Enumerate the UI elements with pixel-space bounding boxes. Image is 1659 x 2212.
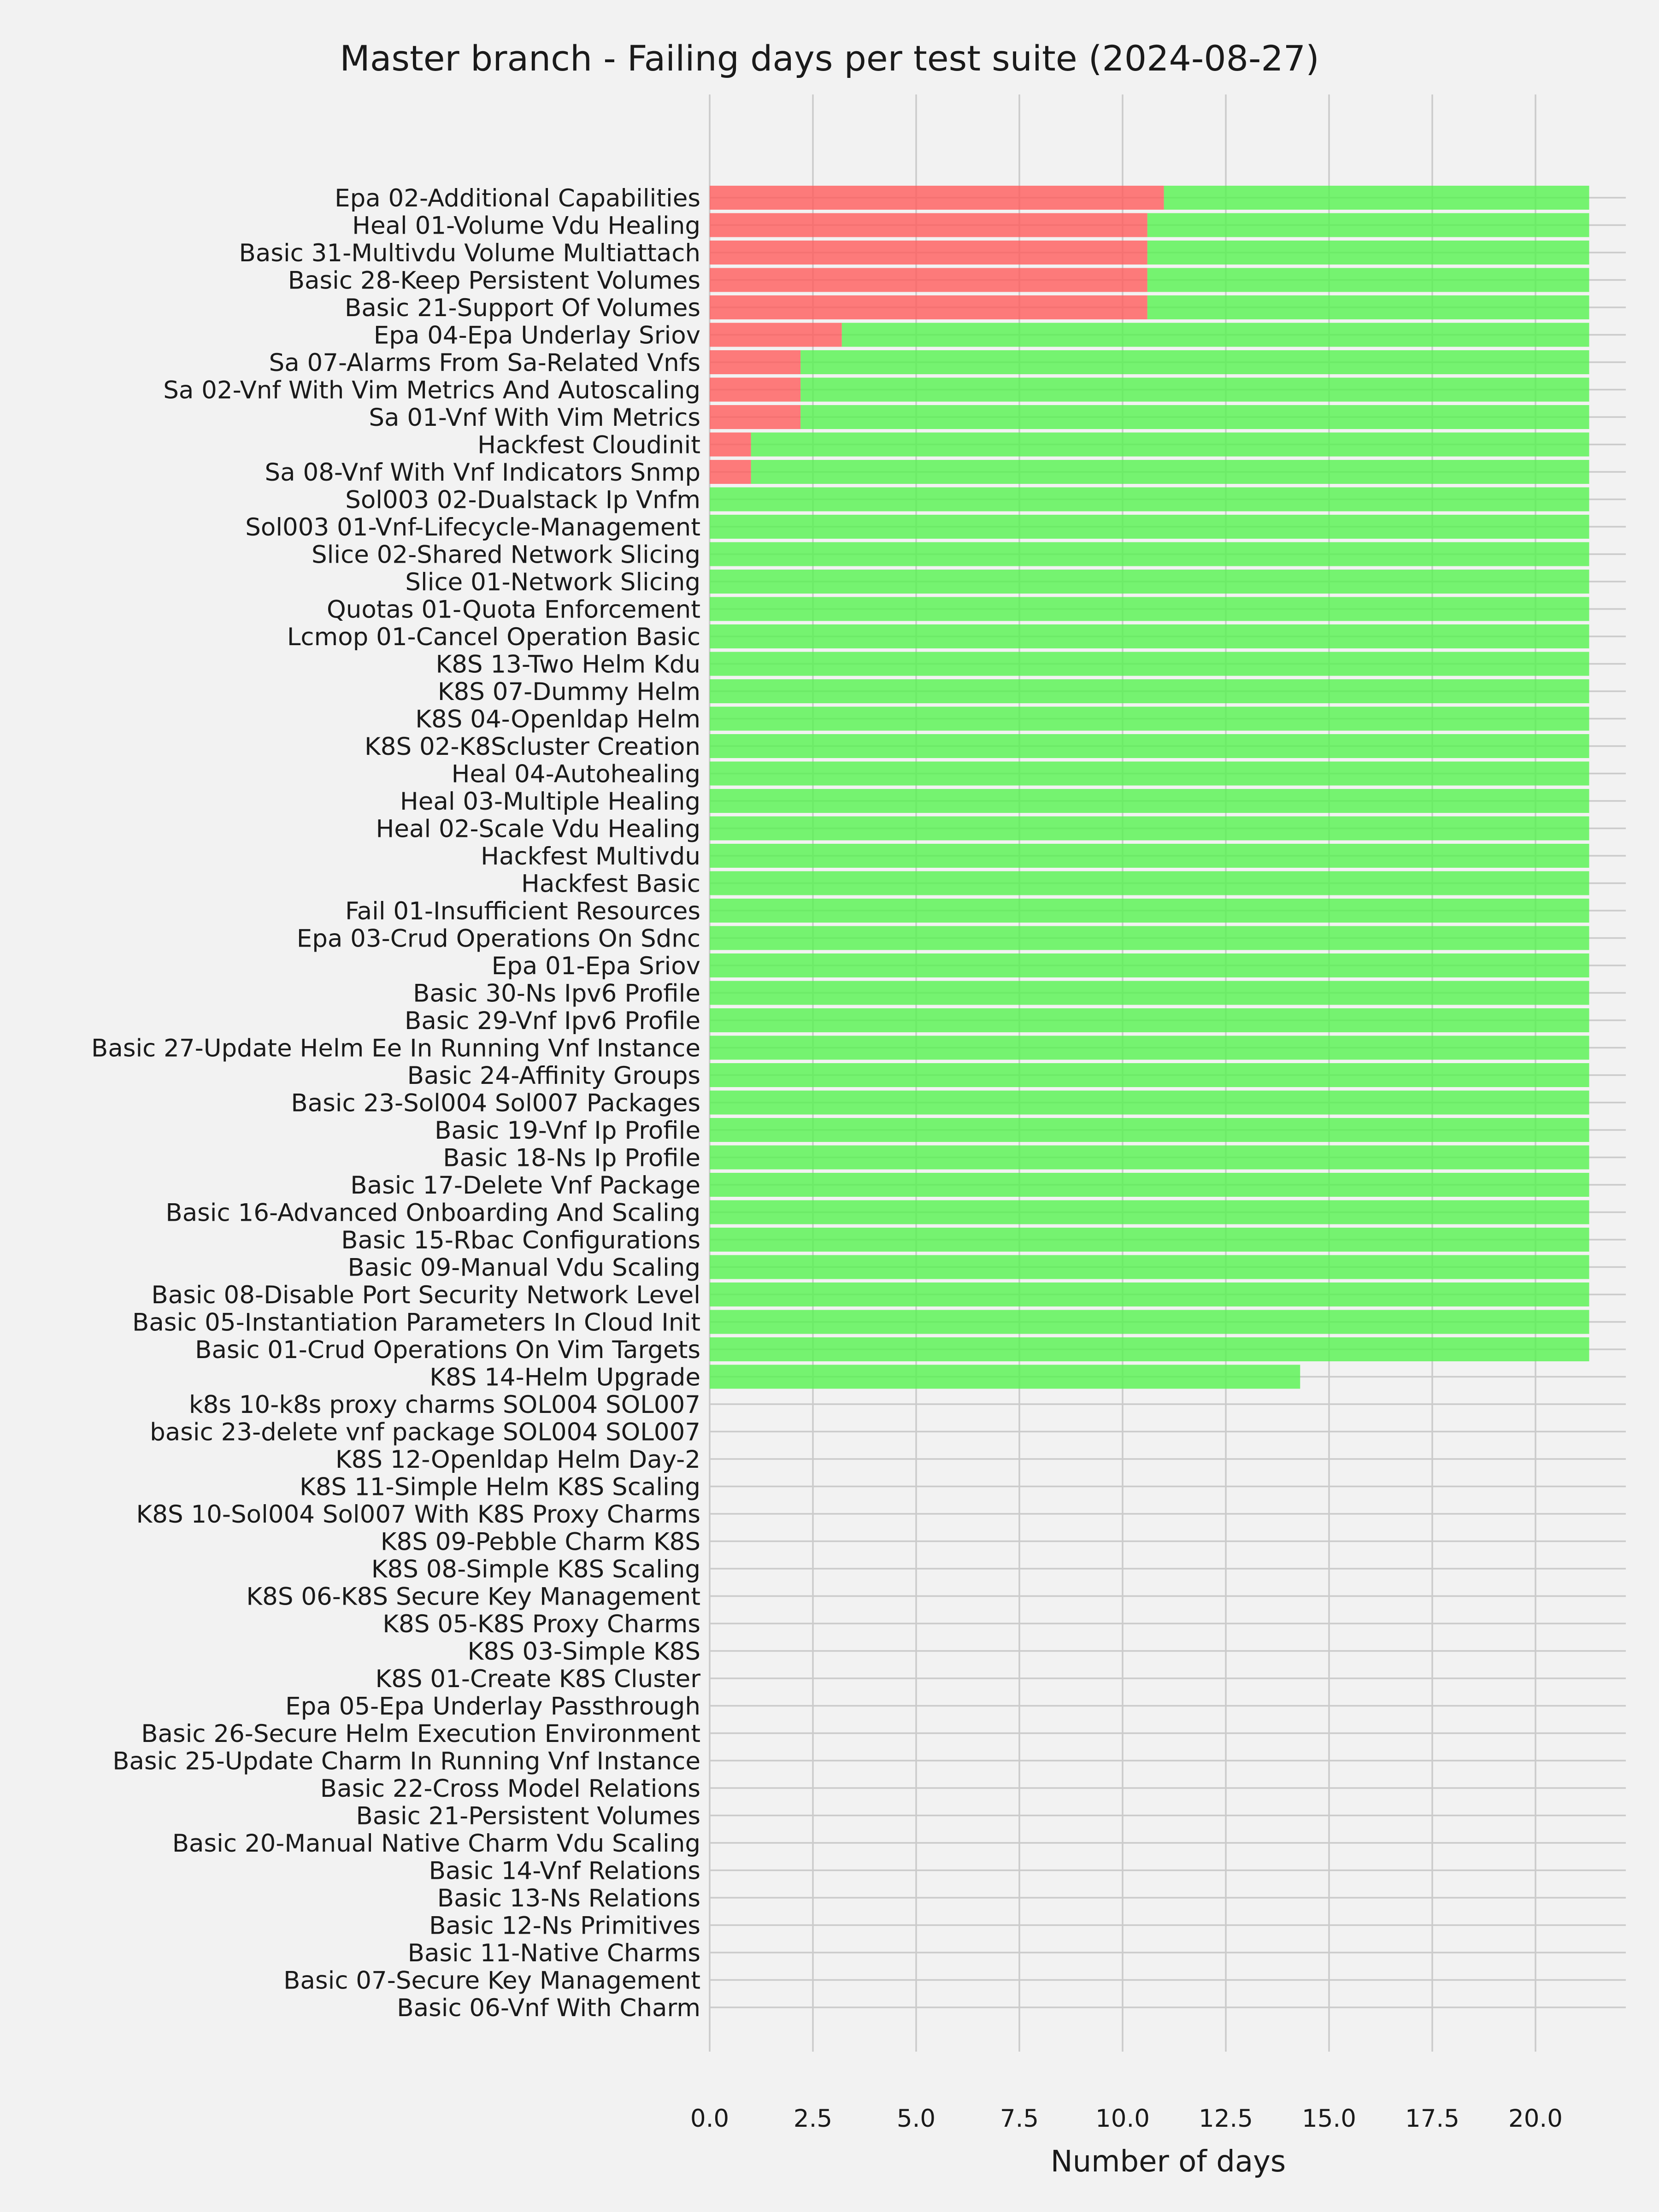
y-category-label: K8S 11-Simple Helm K8S Scaling <box>300 1473 700 1501</box>
x-tick-label: 17.5 <box>1405 2105 1460 2133</box>
bar-failing-days <box>710 213 1147 237</box>
bar-passing-days <box>710 1008 1589 1032</box>
bar-passing-days <box>710 1173 1589 1197</box>
y-category-label: k8s 10-k8s proxy charms SOL004 SOL007 <box>188 1391 700 1419</box>
bar-passing-days <box>1164 186 1589 210</box>
y-category-label: Basic 21-Persistent Volumes <box>356 1802 700 1830</box>
y-category-label: Basic 06-Vnf With Charm <box>397 1994 700 2022</box>
bar-passing-days <box>710 871 1589 895</box>
bar-failing-days <box>710 323 842 347</box>
y-category-label: Basic 24-Affinity Groups <box>407 1062 700 1090</box>
y-category-label: K8S 13-Two Helm Kdu <box>435 650 700 679</box>
y-category-label: Heal 04-Autohealing <box>451 760 700 788</box>
x-tick-label: 2.5 <box>793 2105 833 2133</box>
y-category-label: Basic 16-Advanced Onboarding And Scaling <box>165 1199 700 1227</box>
bar-passing-days <box>710 953 1589 977</box>
bar-passing-days <box>710 1337 1589 1361</box>
y-category-label: Basic 11-Native Charms <box>407 1939 700 1967</box>
bar-passing-days <box>751 433 1589 457</box>
bar-passing-days <box>710 926 1589 950</box>
bar-passing-days <box>710 1365 1300 1389</box>
y-category-label: K8S 14-Helm Upgrade <box>429 1363 700 1392</box>
y-category-label: Epa 01-Epa Sriov <box>491 952 700 980</box>
y-category-label: K8S 05-K8S Proxy Charms <box>382 1610 700 1638</box>
bar-passing-days <box>710 1063 1589 1087</box>
bar-passing-days <box>710 488 1589 512</box>
y-category-label: K8S 03-Simple K8S <box>467 1637 700 1666</box>
bar-passing-days <box>710 1036 1589 1060</box>
bar-passing-days <box>710 734 1589 758</box>
y-category-label: Basic 20-Manual Native Charm Vdu Scaling <box>172 1830 700 1858</box>
y-category-label: Basic 28-Keep Persistent Volumes <box>288 266 700 295</box>
x-tick-label: 15.0 <box>1301 2105 1357 2133</box>
y-category-label: Basic 08-Disable Port Security Network Level <box>151 1281 700 1309</box>
chart-title: Master branch - Failing days per test suite (2024-08-27) <box>340 38 1319 79</box>
bar-passing-days <box>710 981 1589 1005</box>
y-category-label: Slice 02-Shared Network Slicing <box>311 541 700 569</box>
y-category-label: Basic 27-Update Helm Ee In Running Vnf Instance <box>91 1034 700 1063</box>
bar-failing-days <box>710 378 800 402</box>
y-category-label: Basic 23-Sol004 Sol007 Packages <box>291 1089 700 1118</box>
bar-passing-days <box>710 515 1589 539</box>
y-category-label: basic 23-delete vnf package SOL004 SOL007 <box>150 1418 700 1447</box>
y-category-label: Basic 09-Manual Vdu Scaling <box>347 1253 700 1282</box>
y-category-label: Basic 07-Secure Key Management <box>283 1966 700 1995</box>
bar-passing-days <box>842 323 1589 347</box>
y-category-label: K8S 04-Openldap Helm <box>415 705 700 734</box>
bar-failing-days <box>710 186 1164 210</box>
y-category-label: Basic 31-Multivdu Volume Multiattach <box>239 239 700 267</box>
bar-passing-days <box>710 679 1589 703</box>
y-category-label: Lcmop 01-Cancel Operation Basic <box>287 623 700 651</box>
y-category-label: Basic 13-Ns Relations <box>437 1884 700 1912</box>
bar-failing-days <box>710 460 751 484</box>
bar-passing-days <box>710 597 1589 621</box>
y-category-label: K8S 10-Sol004 Sol007 With K8S Proxy Charms <box>136 1500 700 1529</box>
y-category-label: K8S 12-Openldap Helm Day-2 <box>335 1446 700 1474</box>
bar-passing-days <box>710 899 1589 923</box>
x-tick-label: 0.0 <box>690 2105 729 2133</box>
y-category-label: Basic 15-Rbac Configurations <box>341 1226 700 1254</box>
y-category-label: K8S 02-K8Scluster Creation <box>365 733 700 761</box>
y-category-label: Basic 26-Secure Helm Execution Environment <box>141 1720 700 1748</box>
y-category-label: K8S 08-Simple K8S Scaling <box>371 1555 700 1583</box>
bar-passing-days <box>710 817 1589 841</box>
bar-passing-days <box>710 1310 1589 1334</box>
bar-passing-days <box>1147 241 1589 265</box>
y-category-label: K8S 09-Pebble Charm K8S <box>380 1528 700 1556</box>
y-category-label: Heal 02-Scale Vdu Healing <box>376 815 700 843</box>
y-category-label: Hackfest Basic <box>521 870 700 898</box>
bar-passing-days <box>1147 268 1589 292</box>
bar-failing-days <box>710 350 800 374</box>
bar-passing-days <box>800 350 1589 374</box>
y-category-label: Heal 01-Volume Vdu Healing <box>352 212 700 240</box>
x-axis-ticks <box>690 2105 1563 2133</box>
bar-passing-days <box>710 1200 1589 1224</box>
y-category-label: K8S 01-Create K8S Cluster <box>375 1665 700 1693</box>
bar-passing-days <box>710 652 1589 676</box>
bar-passing-days <box>710 624 1589 648</box>
bar-passing-days <box>710 1118 1589 1142</box>
bar-passing-days <box>1147 213 1589 237</box>
x-axis-label: Number of days <box>1050 2145 1286 2179</box>
bar-failing-days <box>710 268 1147 292</box>
y-category-label: Sa 02-Vnf With Vim Metrics And Autoscaling <box>163 376 700 405</box>
y-category-label: Basic 21-Support Of Volumes <box>344 294 700 322</box>
y-category-label: Hackfest Cloudinit <box>477 431 700 459</box>
y-category-label: Sa 07-Alarms From Sa-Related Vnfs <box>269 349 700 377</box>
bar-passing-days <box>1147 295 1589 319</box>
y-category-label: Basic 01-Crud Operations On Vim Targets <box>195 1336 700 1364</box>
y-category-label: Basic 18-Ns Ip Profile <box>443 1144 700 1172</box>
y-category-label: Sa 08-Vnf With Vnf Indicators Snmp <box>265 459 700 487</box>
y-category-label: Basic 22-Cross Model Relations <box>320 1775 700 1803</box>
y-category-label: Epa 02-Additional Capabilities <box>335 184 700 212</box>
bar-passing-days <box>710 570 1589 594</box>
bar-failing-days <box>710 433 751 457</box>
y-category-label: Slice 01-Network Slicing <box>405 568 700 596</box>
bar-passing-days <box>710 1255 1589 1279</box>
bar-passing-days <box>800 405 1589 429</box>
y-category-label: Basic 12-Ns Primitives <box>429 1912 700 1940</box>
bar-failing-days <box>710 405 800 429</box>
y-category-label: Basic 29-Vnf Ipv6 Profile <box>405 1007 700 1035</box>
bar-passing-days <box>710 1282 1589 1306</box>
x-tick-label: 10.0 <box>1095 2105 1150 2133</box>
y-category-label: Hackfest Multivdu <box>481 842 700 871</box>
bar-passing-days <box>710 1228 1589 1252</box>
x-tick-label: 7.5 <box>1000 2105 1039 2133</box>
y-category-label: Epa 05-Epa Underlay Passthrough <box>285 1692 700 1721</box>
y-category-label: Heal 03-Multiple Healing <box>400 788 700 816</box>
x-tick-label: 20.0 <box>1508 2105 1563 2133</box>
y-category-label: Basic 30-Ns Ipv6 Profile <box>413 979 700 1008</box>
bar-passing-days <box>710 1091 1589 1115</box>
bar-failing-days <box>710 241 1147 265</box>
bar-passing-days <box>710 707 1589 731</box>
bar-passing-days <box>751 460 1589 484</box>
y-category-label: K8S 07-Dummy Helm <box>437 678 700 706</box>
x-tick-label: 5.0 <box>896 2105 936 2133</box>
y-category-label: Basic 05-Instantiation Parameters In Cloud Init <box>132 1308 700 1337</box>
y-category-label: Epa 04-Epa Underlay Sriov <box>373 321 700 350</box>
y-category-label: Fail 01-Insufficient Resources <box>345 897 700 925</box>
x-tick-label: 12.5 <box>1198 2105 1253 2133</box>
bar-passing-days <box>710 542 1589 566</box>
y-category-label: Quotas 01-Quota Enforcement <box>327 595 700 624</box>
y-category-label: Basic 25-Update Charm In Running Vnf Instance <box>112 1747 700 1776</box>
bar-passing-days <box>710 1146 1589 1170</box>
y-category-label: Basic 14-Vnf Relations <box>429 1857 700 1885</box>
y-category-label: Sol003 02-Dualstack Ip Vnfm <box>345 486 700 514</box>
y-category-label: Basic 19-Vnf Ip Profile <box>435 1117 700 1145</box>
bar-passing-days <box>710 762 1589 786</box>
y-category-label: K8S 06-K8S Secure Key Management <box>246 1583 700 1611</box>
bar-passing-days <box>710 789 1589 813</box>
y-category-label: Epa 03-Crud Operations On Sdnc <box>296 924 700 953</box>
bar-passing-days <box>800 378 1589 402</box>
bar-failing-days <box>710 295 1147 319</box>
y-category-label: Sol003 01-Vnf-Lifecycle-Management <box>245 513 700 541</box>
bar-passing-days <box>710 844 1589 868</box>
y-category-label: Basic 17-Delete Vnf Package <box>350 1171 700 1200</box>
y-category-label: Sa 01-Vnf With Vim Metrics <box>369 404 700 432</box>
